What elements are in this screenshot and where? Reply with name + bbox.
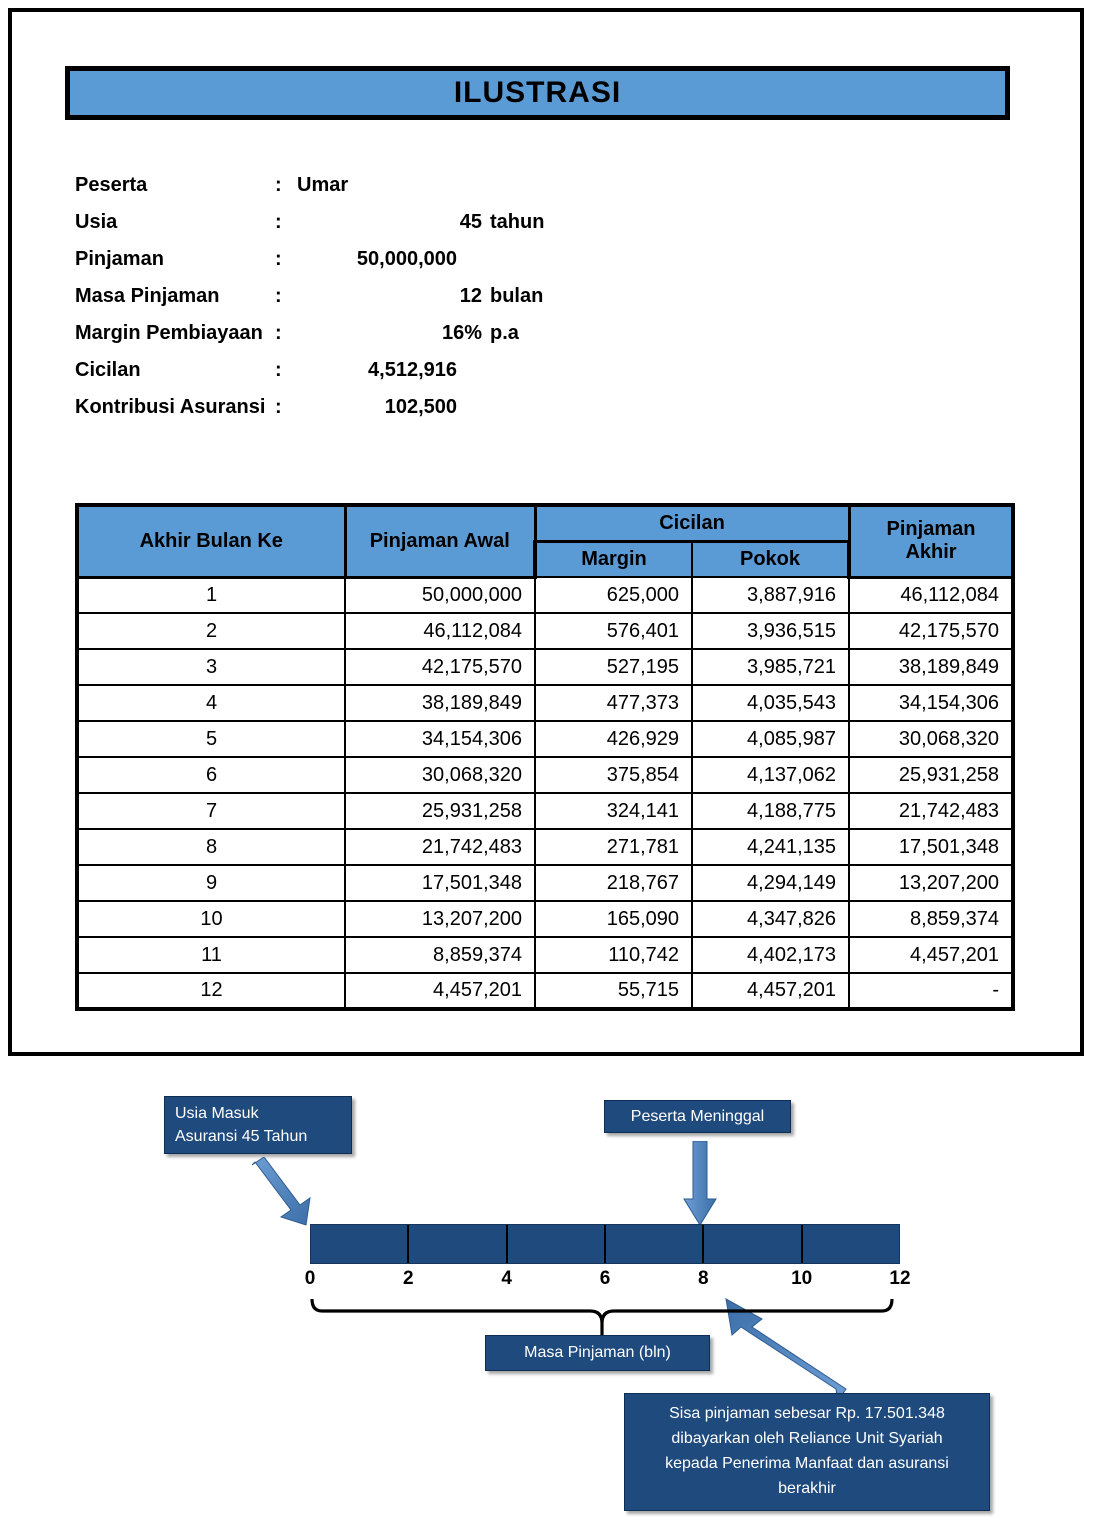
detail-value-wrap bbox=[297, 211, 482, 234]
detail-row bbox=[75, 359, 675, 396]
cell-margin: 324,141 bbox=[535, 793, 692, 829]
cell-month: 11 bbox=[77, 937, 345, 973]
callout-entry-age bbox=[164, 1096, 352, 1154]
detail-row bbox=[75, 211, 675, 248]
detail-label: Peserta bbox=[75, 174, 148, 196]
cell-closing: - bbox=[849, 973, 1013, 1009]
detail-value: 50,000,000 bbox=[356, 248, 457, 270]
detail-value: 4,512,916 bbox=[368, 359, 457, 381]
table-row bbox=[77, 649, 1013, 685]
detail-label: Margin Pembiayaan bbox=[75, 322, 263, 344]
page-title-banner bbox=[65, 66, 1010, 120]
timeline-tick-label: 4 bbox=[501, 1268, 512, 1289]
cell-month: 6 bbox=[77, 757, 345, 793]
participant-details bbox=[75, 174, 675, 433]
detail-colon: : bbox=[275, 174, 282, 196]
cell-principal: 4,085,987 bbox=[692, 721, 849, 757]
detail-value: Umar bbox=[297, 174, 349, 196]
timeline-tick-label: 6 bbox=[599, 1268, 611, 1289]
detail-row bbox=[75, 285, 675, 322]
cell-closing: 13,207,200 bbox=[849, 865, 1013, 901]
cell-month: 7 bbox=[77, 793, 345, 829]
table-row bbox=[77, 721, 1013, 757]
table-row bbox=[77, 865, 1013, 901]
cell-month: 1 bbox=[77, 577, 345, 613]
detail-value-wrap bbox=[297, 248, 457, 271]
detail-row bbox=[75, 174, 675, 211]
col-header-month: Akhir Bulan Ke bbox=[77, 505, 345, 577]
timeline-tick-label: 10 bbox=[791, 1268, 813, 1289]
cell-month: 5 bbox=[77, 721, 345, 757]
detail-unit: tahun bbox=[490, 211, 545, 233]
cell-closing: 46,112,084 bbox=[849, 577, 1013, 613]
table-body bbox=[77, 577, 1013, 1009]
cell-opening: 46,112,084 bbox=[345, 613, 535, 649]
cell-opening: 50,000,000 bbox=[345, 577, 535, 613]
detail-value: 12 bbox=[459, 285, 482, 307]
callout-entry-age-line2: Asuransi 45 Tahun bbox=[175, 1128, 308, 1145]
cell-opening: 25,931,258 bbox=[345, 793, 535, 829]
detail-label: Pinjaman bbox=[75, 248, 164, 270]
col-header-closing-line2: Akhir bbox=[905, 541, 957, 564]
cell-month: 10 bbox=[77, 901, 345, 937]
cell-opening: 17,501,348 bbox=[345, 865, 535, 901]
detail-colon: : bbox=[275, 248, 282, 270]
table-row bbox=[77, 757, 1013, 793]
detail-label: Masa Pinjaman bbox=[75, 285, 220, 307]
detail-value-wrap bbox=[297, 396, 457, 419]
cell-opening: 42,175,570 bbox=[345, 649, 535, 685]
cell-month: 12 bbox=[77, 973, 345, 1009]
detail-label: Usia bbox=[75, 211, 118, 233]
detail-colon: : bbox=[275, 322, 282, 344]
timeline-segment bbox=[409, 1225, 507, 1263]
callout-loan-period: Masa Pinjaman (bln) bbox=[485, 1335, 710, 1371]
timeline-segment bbox=[704, 1225, 802, 1263]
detail-value: 16% bbox=[441, 322, 482, 344]
amortization-table bbox=[75, 503, 1015, 1011]
detail-colon: : bbox=[275, 211, 282, 233]
cell-principal: 3,887,916 bbox=[692, 577, 849, 613]
col-header-principal: Pokok bbox=[692, 541, 849, 577]
cell-closing: 42,175,570 bbox=[849, 613, 1013, 649]
cell-closing: 30,068,320 bbox=[849, 721, 1013, 757]
detail-value: 102,500 bbox=[384, 396, 457, 418]
timeline-segment bbox=[606, 1225, 704, 1263]
detail-value-wrap bbox=[297, 174, 482, 197]
detail-value-wrap bbox=[297, 359, 457, 382]
detail-unit: bulan bbox=[490, 285, 544, 307]
cell-margin: 477,373 bbox=[535, 685, 692, 721]
detail-value: 45 bbox=[459, 211, 482, 233]
callout-remaining-loan-line1: Sisa pinjaman sebesar Rp. 17.501.348 bbox=[669, 1405, 945, 1423]
timeline-tick-label: 12 bbox=[889, 1268, 911, 1289]
cell-margin: 625,000 bbox=[535, 577, 692, 613]
arrow-participant-death-icon bbox=[682, 1141, 718, 1227]
cell-opening: 4,457,201 bbox=[345, 973, 535, 1009]
cell-month: 9 bbox=[77, 865, 345, 901]
cell-closing: 17,501,348 bbox=[849, 829, 1013, 865]
cell-month: 4 bbox=[77, 685, 345, 721]
cell-principal: 3,936,515 bbox=[692, 613, 849, 649]
cell-principal: 4,402,173 bbox=[692, 937, 849, 973]
cell-closing: 25,931,258 bbox=[849, 757, 1013, 793]
table-row bbox=[77, 829, 1013, 865]
cell-margin: 110,742 bbox=[535, 937, 692, 973]
cell-margin: 576,401 bbox=[535, 613, 692, 649]
callout-remaining-loan-line3: kepada Penerima Manfaat dan asuransi bbox=[665, 1455, 949, 1472]
cell-opening: 8,859,374 bbox=[345, 937, 535, 973]
detail-unit: p.a bbox=[490, 322, 519, 344]
cell-principal: 4,188,775 bbox=[692, 793, 849, 829]
cell-principal: 4,457,201 bbox=[692, 973, 849, 1009]
cell-principal: 4,347,826 bbox=[692, 901, 849, 937]
table-row bbox=[77, 577, 1013, 613]
cell-month: 2 bbox=[77, 613, 345, 649]
table-row bbox=[77, 793, 1013, 829]
callout-entry-age-line1: Usia Masuk bbox=[175, 1104, 259, 1122]
table-row bbox=[77, 685, 1013, 721]
detail-row bbox=[75, 322, 675, 359]
cell-closing: 8,859,374 bbox=[849, 901, 1013, 937]
cell-closing: 4,457,201 bbox=[849, 937, 1013, 973]
cell-margin: 218,767 bbox=[535, 865, 692, 901]
timeline-bar bbox=[310, 1224, 900, 1264]
timeline-tick-label: 8 bbox=[698, 1268, 709, 1289]
detail-label: Cicilan bbox=[75, 359, 141, 381]
callout-remaining-loan bbox=[624, 1393, 990, 1511]
detail-row bbox=[75, 248, 675, 285]
table-header bbox=[77, 505, 1013, 577]
cell-opening: 21,742,483 bbox=[345, 829, 535, 865]
detail-value-wrap bbox=[297, 285, 482, 308]
cell-month: 3 bbox=[77, 649, 345, 685]
table-row bbox=[77, 901, 1013, 937]
col-header-closing-line1: Pinjaman bbox=[886, 518, 976, 541]
cell-principal: 3,985,721 bbox=[692, 649, 849, 685]
cell-margin: 55,715 bbox=[535, 973, 692, 1009]
cell-closing: 38,189,849 bbox=[849, 649, 1013, 685]
cell-opening: 30,068,320 bbox=[345, 757, 535, 793]
callout-remaining-loan-line2: dibayarkan oleh Reliance Unit Syariah bbox=[671, 1430, 943, 1448]
cell-principal: 4,241,135 bbox=[692, 829, 849, 865]
table-row bbox=[77, 973, 1013, 1009]
cell-principal: 4,294,149 bbox=[692, 865, 849, 901]
col-header-installment: Cicilan bbox=[535, 505, 849, 541]
detail-label: Kontribusi Asuransi bbox=[75, 396, 266, 418]
detail-colon: : bbox=[275, 396, 282, 418]
col-header-opening-balance: Pinjaman Awal bbox=[345, 505, 535, 577]
col-header-closing-balance bbox=[849, 505, 1013, 577]
cell-closing: 34,154,306 bbox=[849, 685, 1013, 721]
page-title: ILUSTRASI bbox=[453, 76, 622, 109]
timeline-segment bbox=[311, 1225, 409, 1263]
col-header-margin: Margin bbox=[535, 541, 692, 577]
cell-principal: 4,035,543 bbox=[692, 685, 849, 721]
cell-opening: 38,189,849 bbox=[345, 685, 535, 721]
arrow-entry-age-icon bbox=[248, 1157, 318, 1229]
cell-month: 8 bbox=[77, 829, 345, 865]
cell-margin: 271,781 bbox=[535, 829, 692, 865]
table-row bbox=[77, 613, 1013, 649]
cell-margin: 527,195 bbox=[535, 649, 692, 685]
cell-closing: 21,742,483 bbox=[849, 793, 1013, 829]
timeline-tick-labels bbox=[304, 1268, 911, 1294]
detail-colon: : bbox=[275, 285, 282, 307]
table-row bbox=[77, 937, 1013, 973]
detail-colon: : bbox=[275, 359, 282, 381]
callout-remaining-loan-line4: berakhir bbox=[778, 1479, 836, 1497]
callout-participant-death: Peserta Meninggal bbox=[604, 1100, 791, 1133]
timeline-tick-label: 2 bbox=[403, 1268, 414, 1289]
cell-margin: 165,090 bbox=[535, 901, 692, 937]
timeline-segment bbox=[803, 1225, 899, 1263]
cell-margin: 375,854 bbox=[535, 757, 692, 793]
timeline-tick-label: 0 bbox=[304, 1268, 316, 1289]
cell-margin: 426,929 bbox=[535, 721, 692, 757]
cell-opening: 13,207,200 bbox=[345, 901, 535, 937]
timeline-diagram bbox=[0, 1063, 1100, 1520]
timeline-segment bbox=[508, 1225, 606, 1263]
detail-value-wrap bbox=[297, 322, 482, 345]
cell-opening: 34,154,306 bbox=[345, 721, 535, 757]
cell-principal: 4,137,062 bbox=[692, 757, 849, 793]
detail-row bbox=[75, 396, 675, 433]
